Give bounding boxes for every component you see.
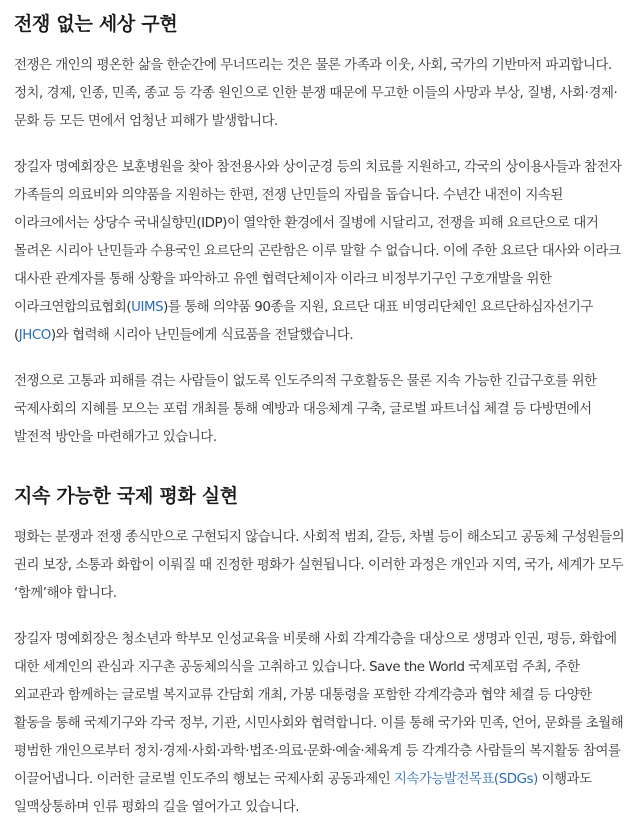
section-heading-war-free-world: 전쟁 없는 세상 구현 <box>14 13 178 35</box>
paragraph-war-impact: 전쟁은 개인의 평온한 삶을 한순간에 무너뜨리는 것은 물론 가족과 이웃, 사회, 국가의 기반마저 파괴합니다. 정치, 경제, 인종, 민족, 종교 등 각종 원인으로 인한 분쟁 때문에 무고한 이들의 사망과 부상, 질병, 사회·경제·문화 등 모든 면에서 엄청난 피해가 발생합니다. <box>14 58 618 129</box>
uims-link[interactable]: UIMS <box>131 300 164 315</box>
paragraph-text: )를 통해 의약품 90종을 지원, 요르단 대표 비영리단체인 요르단하심자선기구( <box>14 300 593 343</box>
paragraph-forum: 전쟁으로 고통과 피해를 겪는 사람들이 없도록 인도주의적 구호활동은 물론 지속 가능한 긴급구호를 위한 국제사회의 지혜를 모으는 포럼 개최를 통해 예방과 대응체계 구축, 글로벌 파트너십 체결 등 다방면에서 발전적 방안을 마련해가고 있습니다. <box>14 374 597 445</box>
jhco-link[interactable]: JHCO <box>18 328 51 343</box>
paragraph-global-cooperation <box>14 626 628 822</box>
paragraph-text: 이행과도 일맥상통하며 인류 평화의 길을 열어가고 있습니다. <box>14 772 592 815</box>
paragraph-text: )와 협력해 시리아 난민들에게 식료품을 전달했습니다. <box>50 328 354 343</box>
paragraph-text: 장길자 명예회장은 청소년과 학부모 인성교육을 비롯해 사회 각계각층을 대상으로 생명과 인권, 평등, 화합에 대한 세계인의 관심과 지구촌 공동체의식을 고취하고 있습니다. Save the World 국제포럼 주최, 주한 외교관과 함께하는 글로벌 복지교류 간담회 개최, 가봉 대통령을 포함한 각계각층과 협약 체결 등 다양한 활동을 통해 국제기구와 각국 정부, 기관, 시민사회와 협력합니다. 이를 통해 국가와 민족, 언어, 문화를 초월해 평범한 개인으로부터 정치·경제·사회·과학·법조·의료·문화·예술·체육계 등 각계각층 사람들의 복지활동 참여를 이끌어냅니다. 이러한 글로벌 인도주의 행보는 국제사회 공동과제인 <box>14 632 624 787</box>
paragraph-peace-definition: 평화는 분쟁과 전쟁 종식만으로 구현되지 않습니다. 사회적 범죄, 갈등, 차별 등이 해소되고 공동체 구성원들의 권리 보장, 소통과 화합이 이뤄질 때 진정한 평화가 실현됩니다. 이러한 과정은 개인과 지역, 국가, 세계가 모두 ‘함께’해야 합니다. <box>14 530 625 601</box>
paragraph-relief-support <box>14 154 628 350</box>
sdgs-link[interactable]: 지속가능발전목표(SDGs) <box>394 772 538 787</box>
section-heading-sustainable-peace: 지속 가능한 국제 평화 실현 <box>14 485 238 507</box>
paragraph-text: 장길자 명예회장은 보훈병원을 찾아 참전용사와 상이군경 등의 치료를 지원하고, 각국의 상이용사들과 참전자 가족들의 의료비와 의약품을 지원하는 한편, 전쟁 난민들의 자립을 돕습니다. 수년간 내전이 지속된 이라크에서는 상당수 국내실향민(IDP)이 열악한 환경에서 질병에 시달리고, 전쟁을 피해 요르단으로 대거 몰려온 시리아 난민들과 수용국인 요르단의 곤란함은 이루 말할 수 없습니다. 이에 주한 요르단 대사와 이라크 대사관 관계자를 통해 상황을 파악하고 유엔 협력단체이자 이라크 비정부기구인 구호개발을 위한 이라크연합의료협회( <box>14 160 622 315</box>
